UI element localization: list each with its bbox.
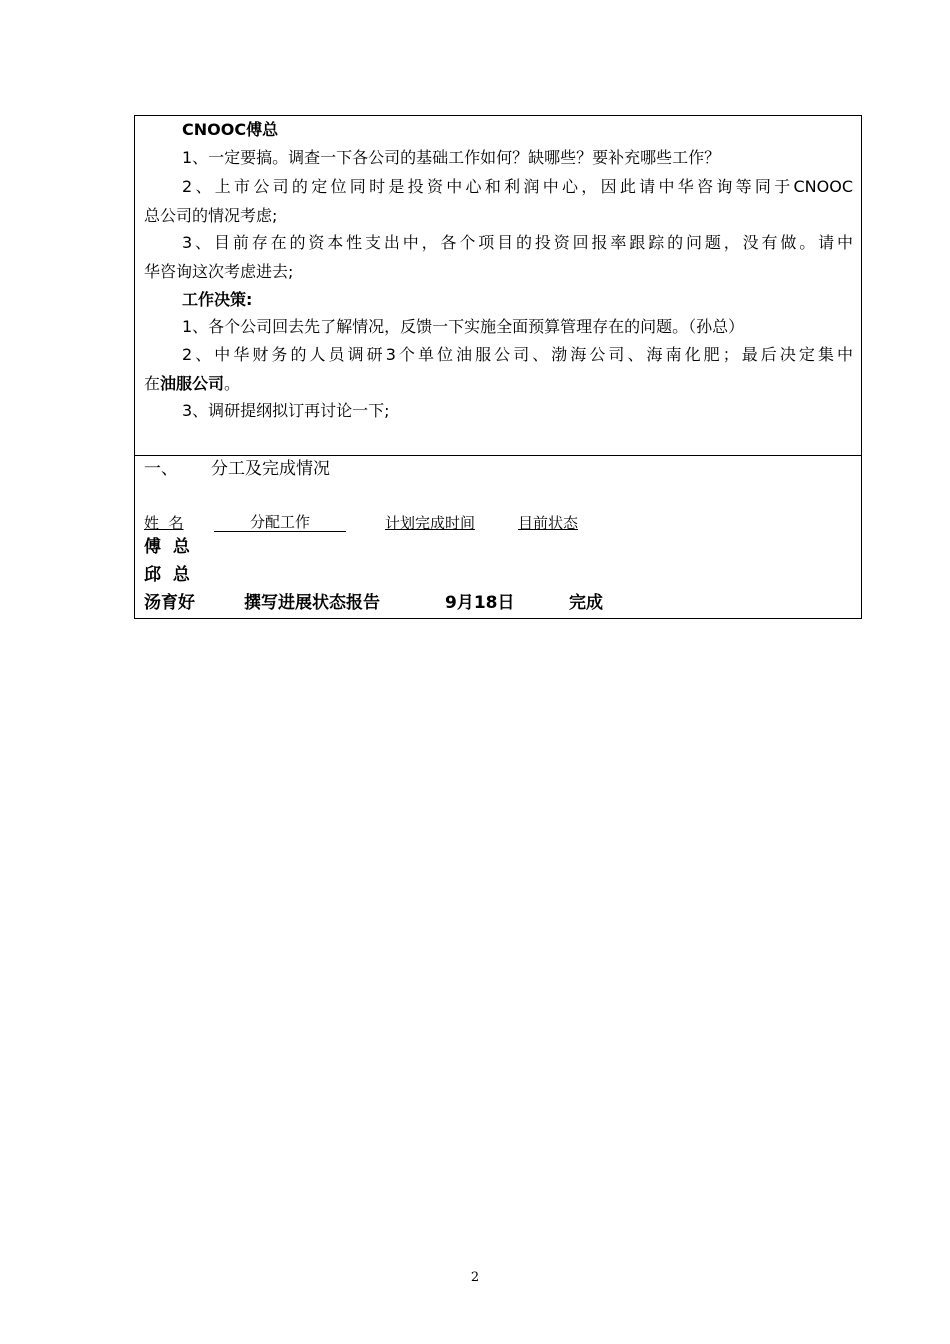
decision-2-prefix: 在 <box>144 374 161 393</box>
decision-2-suffix: 。 <box>224 374 241 393</box>
decision-2-line-2 <box>144 374 240 394</box>
decision-3: 3、调研提纲拟订再讨论一下; <box>182 401 390 420</box>
row-2-name: 邱 总 <box>144 565 190 585</box>
row-3-task: 撰写进展状态报告 <box>244 593 380 613</box>
section-divider <box>135 455 861 456</box>
decision-1: 1、各个公司回去先了解情况，反馈一下实施全面预算管理存在的问题。（孙总） <box>182 317 745 336</box>
row-3-status: 完成 <box>569 593 603 613</box>
row-1-name: 傅 总 <box>144 537 190 557</box>
decision-2-line-1: 2、中华财务的人员调研3个单位油服公司、渤海公司、海南化肥；最后决定集中 <box>182 345 853 364</box>
page-number: 2 <box>470 1270 480 1285</box>
section-title: 分工及完成情况 <box>211 459 330 479</box>
item-1: 1、一定要搞。调查一下各公司的基础工作如何？缺哪些？要补充哪些工作？ <box>182 148 721 167</box>
item-3-line-2: 华咨询这次考虑进去; <box>144 262 294 281</box>
meeting-minutes-table <box>134 115 862 619</box>
item-2-line-2: 总公司的情况考虑; <box>144 206 278 225</box>
column-header-planned-time: 计划完成时间 <box>385 514 476 532</box>
item-2-line-1: 2、上市公司的定位同时是投资中心和利润中心，因此请中华咨询等同于CNOOC <box>182 177 853 196</box>
column-header-task: 分配工作 <box>214 513 346 532</box>
top-heading: CNOOC傅总 <box>182 120 279 139</box>
column-header-status: 目前状态 <box>518 514 579 532</box>
item-3-line-1: 3、目前存在的资本性支出中，各个项目的投资回报率跟踪的问题，没有做。请中 <box>182 233 853 252</box>
row-3-name: 汤育好 <box>144 593 195 613</box>
section-number: 一、 <box>144 459 178 479</box>
column-header-name: 姓 名 <box>144 514 184 532</box>
row-3-time: 9月18日 <box>445 593 515 613</box>
decision-2-highlight: 油服公司 <box>160 374 225 393</box>
decision-heading: 工作决策: <box>182 290 253 309</box>
